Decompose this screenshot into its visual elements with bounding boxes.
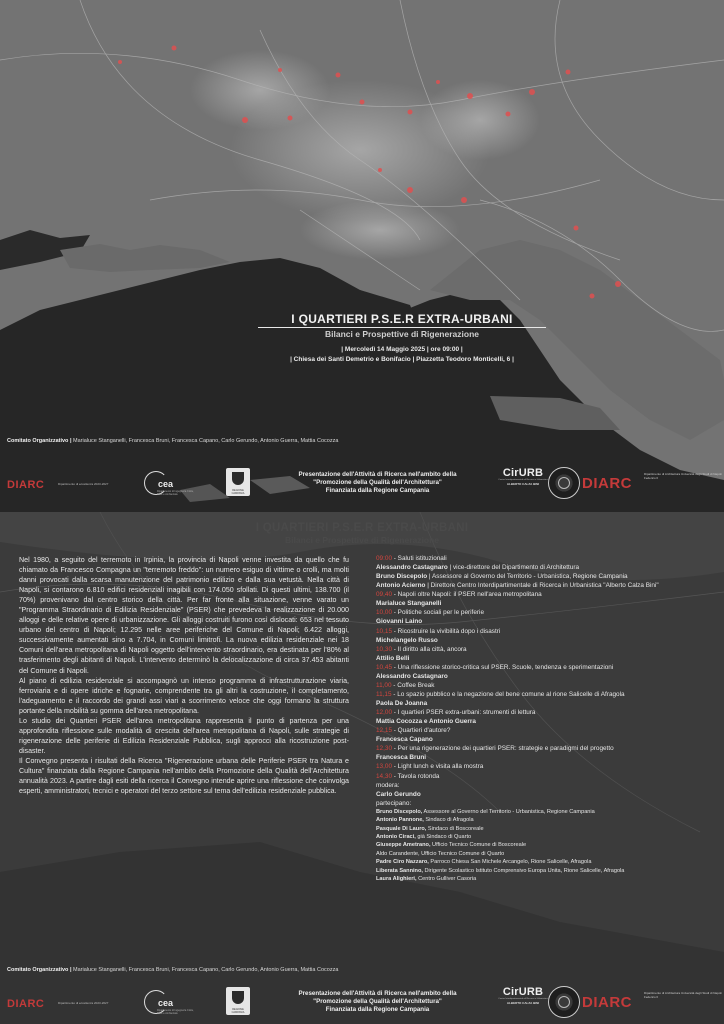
participant-name: Giuseppe Ametrano, [376, 842, 431, 849]
committee-names: Marialuce Stanganelli, Francesca Bruni, Francesca Capano, Carlo Gerundo, Antonio Guerra, Mattia Cocozza [71, 967, 339, 973]
speaker-name: Francesca Bruni [376, 754, 427, 762]
speaker-name: Giovanni Laino [376, 618, 423, 626]
program-title: - Coffee Break [391, 681, 435, 689]
participant-role: Dirigente Scolastico Istituto Comprensivo Europa Unita, Rione Salicelle, Afragola [422, 867, 625, 874]
participant-role: Parroco Chiesa San Michele Arcangelo, Rione Salicelle, Afragola [428, 859, 592, 866]
cirurb-logo [498, 467, 548, 486]
participant: Aldo Carandente, Ufficio Tecnico Comune di Quarto [376, 850, 505, 857]
intro-paragraph: Nel 1980, a seguito del terremoto in Irpinia, la provincia di Napoli venne investita da quello che fu chiamato da Francesco Compagna un "terremoto freddo": un numero esiguo di vittime o crolli, ma molti danni provocati dalla scarsa manutenzione del patrimonio edilizio e dalla sua vetustà. Nella città di Napoli, si contarono 6.810 edifici residenziali inagibili con 174.050 sfollati. Di questi ultimi, 138.700 (il 70%) provenivano dal centro storico della città. Per far fronte alla situazione, venne varato un "Programma Straordinario di Edilizia Residenziale" (PSER) che prevedeva la realizzazione di 20.000 alloggi e delle relative opere di urbanizzazione. Gli alloggi costruiti furono così dislocati: 653 nel tessuto urbano del centro di Napoli; 12.295 nelle aree periferiche del Comune di Napoli; 6.422 alloggi, successivamente aumentati sino a 7.704, in Comuni limitrofi. La nuova edilizia residenziale nei 18 Comuni dell'area metropolitana di Napoli oggetto dell'intervento straordinario, era destinata per l'80% al trasferimento degli abitanti di Napoli. L'intervento determinò la delocalizzazione di circa 37.453 abitanti del Comune di Napoli. [19, 556, 349, 675]
event-venue: | Chiesa dei Santi Demetrio e Bonifacio | Piazzetta Teodoro Monticelli, 6 | [290, 356, 514, 363]
regione-caption: REGIONE CAMPANIA [231, 489, 245, 495]
program-time: 12,15 [376, 727, 392, 735]
participant [376, 875, 716, 883]
icea-caption: Dipartimento di Ingegneria Civile, Edile e Ambientale [157, 1009, 194, 1015]
cirurb-subcaption: ALBERTO CALZA BINI [506, 1001, 540, 1005]
cirurb-caption: Centro Interdipartimentale di Ricerca in Urbanistica [498, 479, 548, 481]
event-date: | Mercoledì 14 Maggio 2025 | ore 09:00 | [341, 346, 463, 353]
program-time: 12,30 [376, 745, 392, 753]
intro-paragraph: Il Convegno presenta i risultati della Ricerca "Rigenerazione urbana delle Periferie PSER tra Natura e Cultura" finanziata dalla Regione Campania nell'ambito della Promozione della Qualità dell'Architettura annualità 2023. A partire dagli esiti della ricerca il Convegno intende aprire una riflessione che coinvolga esperti, amministratori, tecnici e operatori del terzo settore sul tema dell'edilizia residenziale pubblica. [19, 756, 349, 796]
program-time: 12,00 [376, 709, 392, 717]
regione-caption: REGIONE CAMPANIA [231, 1008, 245, 1014]
program-item [376, 690, 716, 699]
speaker-role: | Assessore al Governo del Territorio - Urbanistica, Regione Campania [427, 573, 628, 581]
speaker-name: Michelangelo Russo [376, 636, 438, 644]
program-title: - Per una rigenerazione dei quartieri PSER: strategie e paradigmi del progetto [392, 745, 614, 753]
participant-name: Bruno Discepolo, [376, 808, 423, 815]
diarc-large-wordmark: DIARC [582, 475, 632, 492]
program-schedule [376, 554, 716, 883]
organizing-committee-back [7, 967, 338, 973]
intro-paragraph: Al piano di edilizia residenziale si accompagnò un intenso programma di infrastrutturazione viaria, ferroviaria e di opere idriche e fognarie, comprendente tra gli altri la costruzione, il completamento, l'adeguamento e il raccordo dei grandi assi viari a scorrimento veloce che oggi formano la struttura portante della mobilità su gomma dell'area metropolitana. [19, 676, 349, 715]
cirurb-wordmark: CirURB [502, 467, 544, 479]
program-title: - Una riflessione storico-critica sul PSER. Scuole, tendenza e sperimentazioni [392, 663, 614, 671]
program-time: 10,15 [376, 627, 392, 635]
program-item [376, 726, 716, 735]
program-item [376, 744, 716, 753]
program-title: - Quartieri d'autore? [392, 727, 451, 735]
diarc-logo-small [7, 479, 44, 491]
committee-label: Comitato Organizzativo | [7, 438, 72, 444]
program-title: - Tavola rotonda [392, 772, 440, 780]
program-title: - Saluti istituzionali [392, 555, 447, 562]
logo-bar-back [0, 984, 724, 1024]
speaker-role: | vice-direttore del Dipartimento di Architettura [447, 564, 580, 572]
speaker-name: Marialuce Stanganelli [376, 600, 442, 608]
icea-wordmark: cea [158, 479, 174, 489]
back-title: I QUARTIERI P.S.E.R EXTRA-URBANI [255, 522, 469, 534]
regione-shield-icon [232, 472, 244, 485]
organizing-committee [7, 438, 338, 444]
regione-shield-icon [232, 991, 244, 1004]
diarc-large-caption: Dipartimento di Architettura Università degli Studi di Napoli Federico II [644, 991, 722, 999]
program-title: - Lo spazio pubblico e la negazione del bene comune al rione Salicelle di Afragola [391, 690, 625, 698]
presentation-line-2: "Promozione della Qualità dell'Architettura" [313, 998, 442, 1005]
icea-caption: Dipartimento di Ingegneria Civile, Edile e Ambientale [157, 490, 194, 496]
participant-name: Antonio Pannone, [376, 817, 424, 824]
program-item [376, 645, 716, 654]
program-time: 13,00 [376, 763, 392, 771]
presentation-note [270, 471, 485, 495]
participant-role: già Sindaco di Quarto [415, 833, 472, 840]
cirurb-wordmark: CirURB [502, 986, 544, 998]
program-item [376, 554, 716, 563]
intro-paragraph: Lo studio dei Quartieri PSER dell'area metropolitana rappresenta il punto di partenza per una approfondita riflessione sulle modalità di crescita dell'area metropolitana di Napoli, sulle strategie di rigenerazione delle periferie di Edilizia Residenziale Pubblica, sugli approcci alla ricostruzione post-disaster. [19, 716, 349, 755]
participant-role: Assessore al Governo del Territorio - Urbanistica, Regione Campania [422, 808, 595, 815]
back-subtitle: Bilanci e Prospettive di Rigenerazione [285, 535, 439, 545]
participant-name: Antonio Ciraci, [376, 833, 416, 840]
diarc-small-caption: Dipartimento di eccellenza 2023-2027 [58, 482, 109, 486]
regione-campania-logo [226, 468, 250, 496]
participant-role: Sindaco di Afragola [423, 817, 474, 824]
speaker-name: Attilio Belli [376, 654, 410, 662]
committee-label: Comitato Organizzativo | [7, 967, 72, 973]
program-title: - Napoli oltre Napoli: il PSER nell'area metropolitana [392, 591, 542, 599]
program-item [376, 762, 716, 771]
speaker-role: | Direttore Centro Interdipartimentale di Ricerca in Urbanistica "Alberto Calza Bini" [425, 582, 659, 590]
program-item [376, 608, 716, 617]
program-title: - I quartieri PSER extra-urbani: strumenti di lettura [392, 709, 536, 717]
program-time: 09:00 [376, 555, 392, 562]
speaker-name: Alessandro Castagnaro [376, 564, 448, 572]
participant-role: Centro Gulliver Casoria [416, 876, 477, 882]
diarc-logo-large [582, 475, 632, 492]
participant [376, 833, 716, 841]
speaker-name: Mattia Cocozza e Antonio Guerra [376, 718, 476, 726]
presentation-note [270, 990, 485, 1014]
diarc-small-wordmark: DIARC [7, 479, 45, 491]
moderator-label: modera: [376, 781, 400, 789]
participant [376, 841, 716, 849]
icea-wordmark: cea [158, 998, 174, 1008]
presentation-line-3: Finanziata dalla Regione Campania [325, 487, 430, 494]
diarc-small-wordmark: DIARC [7, 998, 45, 1010]
university-seal-icon [548, 986, 580, 1018]
program-time: 10,45 [376, 663, 392, 671]
program-time: 11,15 [376, 690, 392, 698]
participant [376, 816, 716, 824]
program-item [376, 772, 716, 781]
logo-bar [0, 465, 724, 505]
program-item [376, 663, 716, 672]
speaker-name: Antonio Acierno [376, 582, 426, 590]
moderator-name: Carlo Gerundo [376, 790, 421, 798]
speaker-name: Francesca Capano [376, 736, 433, 744]
program-time: 11,00 [376, 681, 392, 689]
committee-names: Marialuce Stanganelli, Francesca Bruni, Francesca Capano, Carlo Gerundo, Antonio Guerra, Mattia Cocozza [71, 438, 339, 444]
program-time: 10,30 [376, 645, 392, 653]
program-title: - Politiche sociali per le periferie [392, 609, 484, 617]
presentation-line-3: Finanziata dalla Regione Campania [325, 1006, 430, 1013]
event-title-block [252, 312, 552, 365]
participant-name: Laura Alighieri, [376, 876, 417, 882]
poster-back [0, 512, 724, 1024]
program-speaker [376, 563, 716, 572]
program-time: 09,40 [376, 591, 392, 599]
participant [376, 867, 716, 875]
diarc-large-wordmark: DIARC [582, 994, 632, 1011]
program-time: 10,00 [376, 609, 392, 617]
participant-name: Pasquale Di Lauro, [376, 825, 427, 832]
university-seal-icon [548, 467, 580, 499]
participant [376, 825, 716, 833]
back-title-block [0, 522, 724, 545]
participants-label: partecipano: [376, 799, 412, 807]
presentation-line-2: "Promozione della Qualità dell'Architettura" [313, 479, 442, 486]
program-title: - Ricostruire la vivibilità dopo i disastri [392, 627, 501, 635]
program-item [376, 627, 716, 636]
program-item [376, 708, 716, 717]
speaker-name: Bruno Discepolo [376, 573, 428, 581]
participant-role: Sindaco di Boscoreale [426, 825, 484, 832]
presentation-line-1: Presentazione dell'Attività di Ricerca nell'ambito della [298, 990, 457, 997]
cirurb-subcaption: ALBERTO CALZA BINI [506, 482, 540, 486]
regione-campania-logo [226, 987, 250, 1015]
program-item [376, 590, 716, 599]
diarc-logo-small [7, 998, 44, 1010]
program-title: - Il diritto alla città, ancora [392, 645, 467, 653]
event-title: I QUARTIERI P.S.E.R EXTRA-URBANI [291, 312, 513, 326]
participant [376, 808, 716, 816]
intro-text [19, 555, 349, 796]
presentation-line-1: Presentazione dell'Attività di Ricerca nell'ambito della [298, 471, 457, 478]
speaker-name: Alessandro Castagnaro [376, 672, 448, 680]
speaker-name: Paola De Joanna [376, 700, 428, 707]
participant [376, 858, 716, 866]
cirurb-logo [498, 986, 548, 1005]
program-item [376, 681, 716, 690]
program-speaker [376, 572, 716, 581]
diarc-logo-large [582, 994, 632, 1011]
diarc-large-caption: Dipartimento di Architettura Università degli Studi di Napoli Federico II [644, 472, 722, 480]
participant-name: Padre Ciro Nazzaro, [376, 859, 429, 866]
program-time: 14,30 [376, 772, 392, 780]
cirurb-caption: Centro Interdipartimentale di Ricerca in Urbanistica [498, 998, 548, 1000]
diarc-small-caption: Dipartimento di eccellenza 2023-2027 [58, 1001, 109, 1005]
program-title: - Light lunch e visita alla mostra [392, 763, 484, 771]
event-subtitle: Bilanci e Prospettive di Rigenerazione [325, 329, 479, 339]
participant-name: Liberata Sannino, [376, 867, 423, 874]
program-speaker [376, 581, 716, 590]
participant-role: Ufficio Tecnico Comune di Boscoreale [430, 842, 527, 849]
title-divider [258, 327, 546, 328]
